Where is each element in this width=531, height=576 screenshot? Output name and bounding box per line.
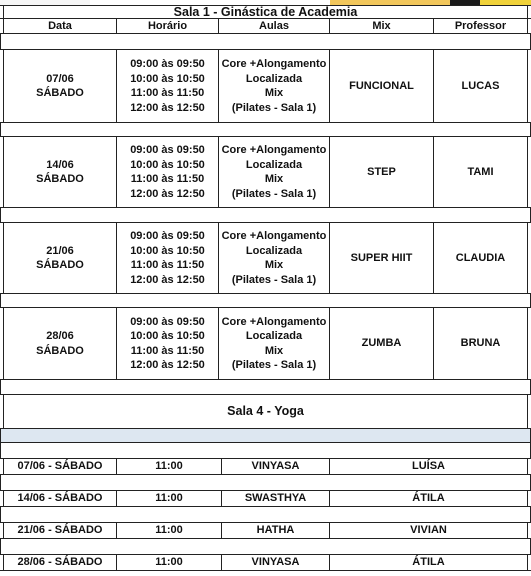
row-classes-cell [218,308,329,379]
yoga-professor: ÁTILA [329,555,528,570]
spacer-row [0,539,531,555]
class-name: Mix [264,259,284,271]
time-slot: 11:00 às 11:50 [130,344,205,357]
row-date: 14/06 [46,158,74,171]
row-day: SÁBADO [36,173,84,185]
spacer-row [0,208,531,223]
spacer-row [0,294,531,308]
yoga-date: 07/06 - SÁBADO [3,459,116,474]
class-name: Core +Alongamento [221,230,327,242]
yoga-time: 11:00 [116,555,221,570]
class-name: Mix [264,344,284,357]
row-day: SÁBADO [36,344,84,357]
class-name: Localizada [245,244,303,257]
spacer-row [0,475,531,491]
time-slot: 12:00 às 12:50 [130,101,205,114]
sala4-row [0,491,531,507]
row-professor: TAMI [433,137,528,207]
yoga-date: 28/06 - SÁBADO [3,555,116,570]
sala1-title: Sala 1 - Ginástica de Academia [3,6,528,18]
row-classes-cell [218,137,329,207]
row-date: 07/06 [46,72,74,85]
row-date-cell [3,137,116,207]
sala1-title-row [0,5,531,19]
row-times-cell [116,308,218,379]
yoga-professor: LUÍSA [329,459,528,474]
row-times-cell [116,223,218,293]
yoga-style: HATHA [221,523,329,538]
time-slot: 10:00 às 10:50 [130,330,205,342]
row-day: SÁBADO [36,87,84,99]
sala1-row [0,308,531,380]
row-mix: STEP [329,137,433,207]
row-classes-cell [218,50,329,122]
time-slot: 10:00 às 10:50 [130,158,205,171]
yoga-style: SWASTHYA [221,491,329,506]
header-data: Data [3,19,116,33]
time-slot: 11:00 às 11:50 [130,259,205,271]
row-mix: FUNCIONAL [329,50,433,122]
row-date-cell [3,223,116,293]
row-professor: BRUNA [433,308,528,379]
header-aulas: Aulas [218,19,329,33]
class-name: (Pilates - Sala 1) [231,101,317,114]
sala1-row [0,223,531,294]
time-slot: 12:00 às 12:50 [130,359,205,371]
spacer-row [0,380,531,395]
row-professor: LUCAS [433,50,528,122]
class-name: (Pilates - Sala 1) [231,187,317,200]
class-name: (Pilates - Sala 1) [231,359,317,371]
spacer-row [0,34,531,50]
header-horario: Horário [116,19,218,33]
row-date: 21/06 [46,244,74,257]
sala1-row [0,137,531,208]
class-name: Core +Alongamento [221,58,327,70]
time-slot: 11:00 às 11:50 [130,173,205,185]
time-slot: 11:00 às 11:50 [130,87,205,99]
spacer-row [0,123,531,137]
sala4-title: Sala 4 - Yoga [3,395,528,428]
row-times-cell [116,137,218,207]
row-professor: CLAUDIA [433,223,528,293]
yoga-time: 11:00 [116,459,221,474]
spacer-row [0,507,531,523]
time-slot: 10:00 às 10:50 [130,244,205,257]
yoga-date: 21/06 - SÁBADO [3,523,116,538]
class-name: Localizada [245,158,303,171]
header-professor: Professor [433,19,528,33]
class-name: Mix [264,173,284,185]
class-name: (Pilates - Sala 1) [231,273,317,286]
yoga-professor: VIVIAN [329,523,528,538]
yoga-time: 11:00 [116,523,221,538]
time-slot: 12:00 às 12:50 [130,187,205,200]
yoga-style: VINYASA [221,555,329,570]
time-slot: 09:00 às 09:50 [130,144,205,156]
row-classes-cell [218,223,329,293]
class-name: Localizada [245,72,303,85]
sala4-row [0,523,531,539]
class-name: Core +Alongamento [221,144,327,156]
schedule-sheet [0,5,531,571]
row-mix: ZUMBA [329,308,433,379]
sala4-row [0,459,531,475]
row-date-cell [3,308,116,379]
class-name: Localizada [245,330,303,342]
row-times-cell [116,50,218,122]
spacer-row-blue [0,429,531,443]
yoga-time: 11:00 [116,491,221,506]
sala4-row [0,555,531,571]
sala1-row [0,50,531,123]
sala4-title-row [0,395,531,429]
spacer-row [0,443,531,459]
sala1-header-row [0,19,531,34]
row-date: 28/06 [46,330,74,342]
time-slot: 09:00 às 09:50 [130,58,205,70]
yoga-style: VINYASA [221,459,329,474]
header-mix: Mix [329,19,433,33]
time-slot: 10:00 às 10:50 [130,72,205,85]
class-name: Mix [264,87,284,99]
time-slot: 09:00 às 09:50 [130,230,205,242]
time-slot: 12:00 às 12:50 [130,273,205,286]
row-mix: SUPER HIIT [329,223,433,293]
yoga-professor: ÁTILA [329,491,528,506]
row-date-cell [3,50,116,122]
row-day: SÁBADO [36,259,84,271]
class-name: Core +Alongamento [221,315,327,328]
yoga-date: 14/06 - SÁBADO [3,491,116,506]
time-slot: 09:00 às 09:50 [130,315,205,328]
